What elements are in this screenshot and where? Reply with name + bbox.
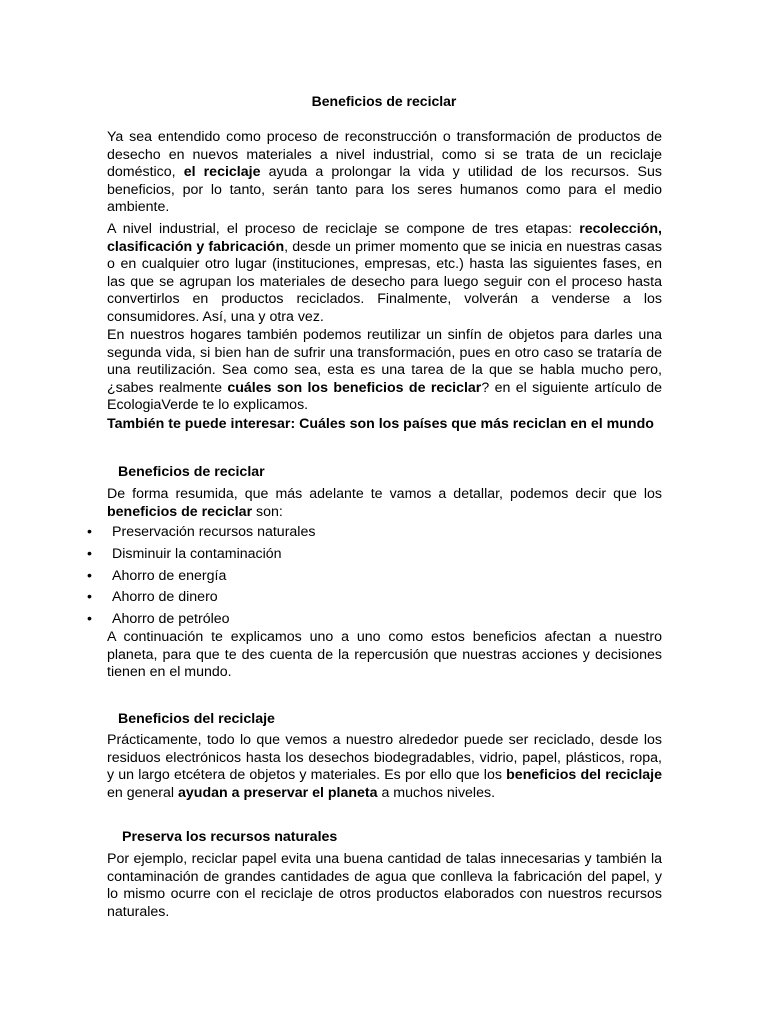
section-heading-beneficios-reciclaje: Beneficios del reciclaje <box>118 711 275 727</box>
section1-outro: A continuación te explicamos uno a uno como estos beneficios afectan a nuestro planeta, para que te des cuenta de la repercusión que nuestras acciones y decisiones tienen en el mundo. <box>107 629 662 681</box>
list-item <box>87 609 315 631</box>
section2-text-a: Prácticamente, todo lo que vemos a nuestro alrededor puede ser reciclado, desde los residuos electrónicos hasta los desechos biodegradables, vidrio, papel, plásticos, ropa, y un largo etcétera de objetos y materiales. Es por ello que los <box>107 732 662 784</box>
list-item-label: Ahorro de petróleo <box>112 611 230 628</box>
section1-lead <box>107 486 662 521</box>
list-item <box>87 587 315 609</box>
bullet-icon: • <box>87 611 92 628</box>
intro-p1-text-c: ayuda a prolongar la vida y utilidad de los recursos. Sus beneficios, por lo tanto, serán tanto para los seres humanos como para el medio ambiente. <box>107 164 662 216</box>
intro-p3-text-a: En nuestros hogares también podemos reutilizar un sinfín de objetos para darles una segunda vida, si bien han de sufrir una transformación, pues en otro caso se trataría de una reutilización. Sea como sea, esta es una tarea de la que se habla mucho pero, ¿sabes realmente <box>107 327 662 396</box>
section1-lead-bold: beneficios de reciclar <box>107 503 253 520</box>
intro-p1-text-a: Ya sea entendido como proceso de reconstrucción o transformación de productos de desecho en nuevos materiales a nivel industrial, como si se trata de un reciclaje doméstico, <box>107 129 662 181</box>
section3-paragraph: Por ejemplo, reciclar papel evita una buena cantidad de talas innecesarias y también la contaminación de grandes cantidades de agua que conlleva la fabricación del papel, y lo mismo ocurre con el reciclaje de otros productos elaborados con nuestros recursos naturales. <box>107 851 662 920</box>
list-item-label: Ahorro de dinero <box>112 589 218 606</box>
list-item-label: Preservación recursos naturales <box>112 524 316 540</box>
bullet-icon: • <box>87 524 92 540</box>
bullet-icon: • <box>87 545 92 562</box>
intro-p3-bold: cuáles son los beneficios de reciclar <box>227 379 482 396</box>
section2-text-c: en general <box>107 784 178 801</box>
intro-p2-text-c: , desde un primer momento que se inicia en nuestras casas o en cualquier otro lugar (instituciones, empresas, etc.) hasta las siguientes fases, en las que se agrupan los materiales de desecho para luego seguir con el proceso hasta convertirlos en productos reciclados. Finalmente, volverán a venderse a los consumidores. Así, una y otra vez. <box>107 238 662 325</box>
list-item-label: Ahorro de energía <box>112 567 227 584</box>
section2-bold-1: beneficios del reciclaje <box>506 767 662 784</box>
page-title: Beneficios de reciclar <box>311 93 457 109</box>
bullet-icon: • <box>87 589 92 606</box>
section2-text-e: a muchos niveles. <box>377 784 496 801</box>
related-article-link[interactable]: También te puede interesar: Cuáles son los países que más reciclan en el mundo <box>107 416 654 432</box>
section-heading-preserva-recursos: Preserva los recursos naturales <box>122 829 338 845</box>
intro-p3-text-c: ? en el siguiente artículo de EcologiaVerde te lo explicamos. <box>107 379 662 414</box>
list-item <box>87 566 315 588</box>
bullet-icon: • <box>87 567 92 584</box>
list-item-label: Disminuir la contaminación <box>112 545 282 562</box>
section1-lead-text-a: De forma resumida, que más adelante te vamos a detallar, podemos decir que los <box>107 486 662 502</box>
intro-p2-text-a: A nivel industrial, el proceso de reciclaje se compone de tres etapas: <box>107 221 580 237</box>
intro-p1-bold: el reciclaje <box>183 164 261 181</box>
list-item <box>87 544 315 566</box>
section1-lead-text-c: son: <box>252 503 283 520</box>
intro-paragraph-3 <box>107 327 662 415</box>
intro-p2-bold: recolección, clasificación y fabricación <box>107 221 662 255</box>
list-item <box>87 522 315 544</box>
section-heading-beneficios-reciclar: Beneficios de reciclar <box>118 464 265 480</box>
benefits-list <box>87 522 315 631</box>
section2-bold-2: ayudan a preservar el planeta <box>178 784 378 801</box>
intro-paragraph-2 <box>107 221 662 327</box>
intro-paragraph-1 <box>107 129 662 217</box>
section2-paragraph <box>107 732 662 802</box>
